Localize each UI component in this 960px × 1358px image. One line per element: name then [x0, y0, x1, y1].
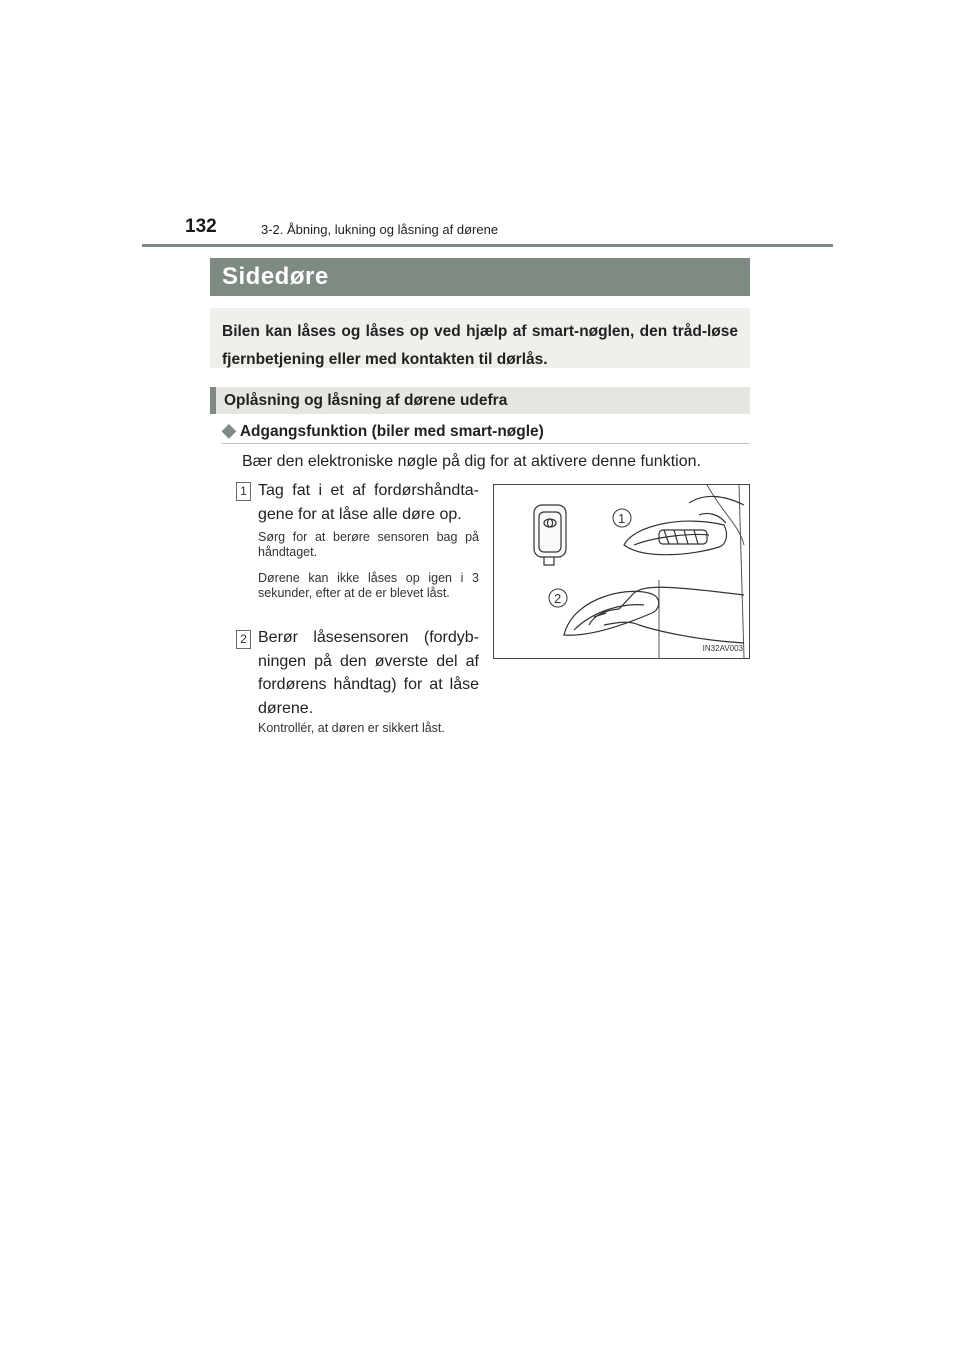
- feature-heading-text: Adgangsfunktion (biler med smart-nøgle): [239, 423, 544, 440]
- smart-key-icon: [534, 505, 566, 565]
- feature-divider: [222, 443, 750, 444]
- door-handle-drawing: [494, 485, 749, 658]
- section-title: Sidedøre: [210, 258, 750, 296]
- upper-handle-hand-icon: [624, 496, 744, 554]
- subsection-title: Oplåsning og låsning af dørene udefra: [210, 387, 750, 414]
- step-2-text: Berør låsesensoren (fordyb-ningen på den øverste del af fordørens håndtag) for at låse dørene.: [258, 629, 479, 717]
- feature-heading: [222, 420, 544, 441]
- callout-2: 2: [554, 591, 562, 606]
- step-2-note-1: Kontrollér, at døren er sikkert låst.: [258, 721, 445, 735]
- diamond-bullet-icon: ◆: [222, 420, 236, 440]
- intro-box: Bilen kan låses og låses op ved hjælp af smart-nøglen, den tråd-løse fjernbetjening eller med kontakten til dørlås.: [210, 308, 750, 368]
- door-handle-illustration: [493, 484, 750, 659]
- lower-handle-finger-icon: [564, 587, 744, 643]
- breadcrumb: 3-2. Åbning, lukning og låsning af dørene: [261, 222, 499, 237]
- figure-code: IN32AV003: [702, 644, 743, 653]
- step-1-number: 1: [236, 482, 251, 501]
- header-divider: [142, 244, 833, 247]
- feature-intro: Bær den elektroniske nøgle på dig for at aktivere denne funktion.: [242, 453, 701, 470]
- step-1-note-1: Sørg for at berøre sensoren bag på håndtaget.: [258, 530, 479, 559]
- step-2-number: 2: [236, 630, 251, 649]
- page-number: 132: [185, 216, 217, 237]
- callout-1: 1: [618, 511, 626, 526]
- step-1-text: Tag fat i et af fordørshåndta-gene for at låse alle døre op.: [258, 482, 479, 523]
- step-1-note-2: Dørene kan ikke låses op igen i 3 sekunder, efter at de er blevet låst.: [258, 571, 479, 600]
